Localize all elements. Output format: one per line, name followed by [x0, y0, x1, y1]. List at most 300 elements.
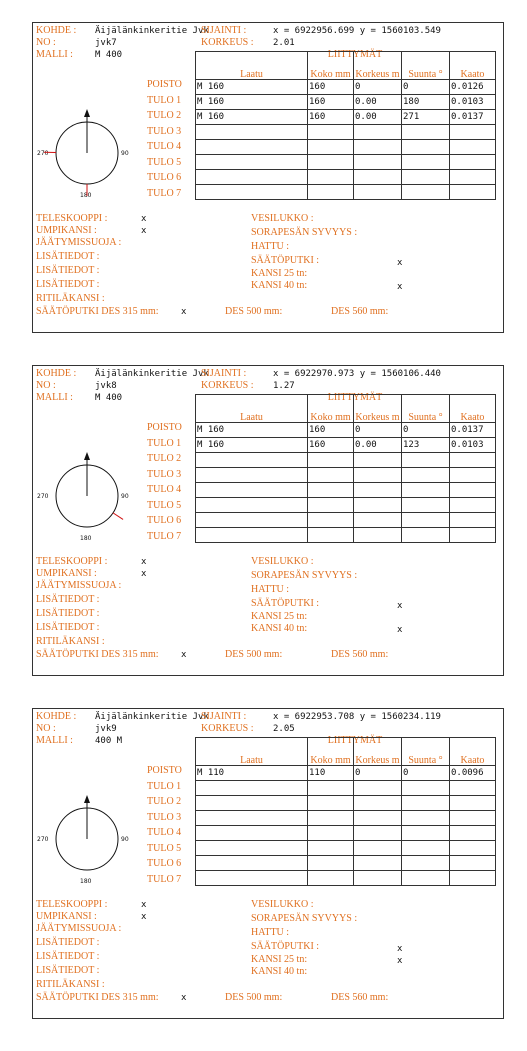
table-cell	[354, 796, 402, 811]
col-laatu: Laatu	[196, 738, 308, 766]
col-korkeus: Korkeus m	[354, 52, 402, 80]
table-cell	[450, 483, 496, 498]
inlet-direction-line	[113, 513, 123, 520]
hattu-label: HATTU :	[251, 584, 290, 595]
row-label: TULO 7	[147, 187, 182, 199]
table-cell: 0.0137	[450, 110, 496, 125]
table-cell	[402, 155, 450, 170]
table-cell	[354, 125, 402, 140]
table-row	[196, 498, 496, 513]
row-label: TULO 6	[147, 172, 182, 183]
saatoputki-label: SÄÄTÖPUTKI :	[251, 255, 320, 266]
table-row	[196, 841, 496, 856]
des560-label: DES 560 mm:	[331, 992, 389, 1003]
connections-table	[195, 394, 496, 543]
row-label: POISTO	[147, 79, 182, 90]
table-cell	[354, 856, 402, 871]
lisatiedot-label-3: LISÄTIEDOT :	[36, 965, 100, 976]
compass-diagram	[35, 444, 145, 554]
teleskooppi-label: TELESKOOPPI :	[36, 556, 108, 567]
table-cell	[450, 871, 496, 886]
hattu-label: HATTU :	[251, 241, 290, 252]
table-row	[196, 856, 496, 871]
saatoputki-des315-label: SÄÄTÖPUTKI DES 315 mm:	[36, 306, 159, 317]
table-cell	[402, 498, 450, 513]
table-cell: 0.0126	[450, 80, 496, 95]
sijainti-value: x = 6922970.973 y = 1560106.440	[273, 369, 441, 379]
kohde-value: Äijälänkinkeritie Jvk	[95, 369, 209, 379]
compass-label-180: 180	[80, 878, 92, 885]
compass-label-180: 180	[80, 192, 92, 199]
table-cell	[196, 826, 308, 841]
table-cell: 160	[308, 80, 354, 95]
lisatiedot-label-3: LISÄTIEDOT :	[36, 622, 100, 633]
table-row	[196, 796, 496, 811]
table-cell	[354, 155, 402, 170]
col-suunta: Suunta °	[402, 395, 450, 423]
umpikansi-value: x	[141, 912, 147, 922]
teleskooppi-label: TELESKOOPPI :	[36, 899, 108, 910]
row-label: TULO 5	[147, 842, 182, 854]
kansi25-value: x	[397, 956, 403, 966]
kohde-label: KOHDE :	[36, 711, 77, 722]
table-cell	[450, 498, 496, 513]
col-kaato: Kaato	[450, 52, 496, 80]
liittymat-header: LIITTYMÄT	[327, 735, 383, 746]
well-card	[32, 365, 504, 676]
table-cell	[196, 528, 308, 543]
col-kaato: Kaato	[450, 738, 496, 766]
table-cell	[450, 170, 496, 185]
table-cell: 160	[308, 438, 354, 453]
table-cell	[354, 826, 402, 841]
ritilakansi-label: RITILÄKANSI :	[36, 636, 105, 647]
table-cell	[402, 796, 450, 811]
table-row	[196, 170, 496, 185]
table-cell	[196, 468, 308, 483]
table-row	[196, 185, 496, 200]
lisatiedot-label-2: LISÄTIEDOT :	[36, 608, 100, 619]
table-cell: M 160	[196, 80, 308, 95]
table-cell	[450, 125, 496, 140]
table-cell: M 160	[196, 423, 308, 438]
kansi40-label: KANSI 40 tn:	[251, 623, 308, 634]
lisatiedot-label-1: LISÄTIEDOT :	[36, 251, 100, 262]
kansi25-label: KANSI 25 tn:	[251, 954, 308, 965]
korkeus-value: 2.01	[273, 38, 295, 48]
table-cell: 0	[402, 423, 450, 438]
kohde-value: Äijälänkinkeritie Jvk	[95, 712, 209, 722]
table-cell: 0	[402, 766, 450, 781]
table-cell	[450, 796, 496, 811]
teleskooppi-value: x	[141, 214, 147, 224]
table-row	[196, 125, 496, 140]
table-cell	[354, 498, 402, 513]
saatoputki-label: SÄÄTÖPUTKI :	[251, 598, 320, 609]
table-cell	[402, 125, 450, 140]
table-cell	[450, 468, 496, 483]
table-cell	[196, 811, 308, 826]
table-cell	[308, 155, 354, 170]
no-label: NO :	[36, 380, 56, 391]
table-cell: 0	[354, 423, 402, 438]
table-cell	[450, 528, 496, 543]
table-cell	[308, 856, 354, 871]
row-label: TULO 3	[147, 125, 182, 137]
vesilukko-label: VESILUKKO :	[251, 213, 314, 224]
table-cell: 0.00	[354, 110, 402, 125]
table-cell	[402, 468, 450, 483]
korkeus-label: KORKEUS :	[201, 37, 254, 48]
kansi40-value: x	[397, 282, 403, 292]
table-cell	[354, 781, 402, 796]
compass-label-270: 270	[37, 493, 49, 500]
table-cell	[354, 483, 402, 498]
table-cell: 160	[308, 423, 354, 438]
saatoputki-label: SÄÄTÖPUTKI :	[251, 941, 320, 952]
table-cell: M 160	[196, 95, 308, 110]
row-label: TULO 5	[147, 156, 182, 168]
hattu-label: HATTU :	[251, 927, 290, 938]
table-cell	[308, 453, 354, 468]
table-cell	[402, 483, 450, 498]
table-cell: 0.00	[354, 438, 402, 453]
row-label: TULO 1	[147, 94, 182, 106]
lisatiedot-label-1: LISÄTIEDOT :	[36, 594, 100, 605]
des500-label: DES 500 mm:	[225, 649, 283, 660]
row-label: TULO 2	[147, 110, 182, 121]
jaatymissuoja-label: JÄÄTYMISSUOJA :	[36, 237, 122, 248]
col-kaato: Kaato	[450, 395, 496, 423]
umpikansi-label: UMPIKANSI :	[36, 911, 97, 922]
teleskooppi-value: x	[141, 557, 147, 567]
no-value: jvk8	[95, 381, 117, 391]
table-row	[196, 155, 496, 170]
kohde-label: KOHDE :	[36, 368, 77, 379]
table-row	[196, 110, 496, 125]
table-row	[196, 528, 496, 543]
table-cell: 0.0103	[450, 95, 496, 110]
table-cell	[308, 468, 354, 483]
table-cell	[196, 483, 308, 498]
kansi40-label: KANSI 40 tn:	[251, 280, 308, 291]
malli-value: M 400	[95, 50, 123, 60]
compass-diagram	[35, 787, 145, 897]
table-cell	[308, 841, 354, 856]
table-cell	[308, 796, 354, 811]
table-cell	[402, 811, 450, 826]
row-label: TULO 6	[147, 858, 182, 869]
row-label: TULO 3	[147, 468, 182, 480]
well-card	[32, 22, 504, 333]
table-cell	[402, 856, 450, 871]
des315-value: x	[181, 307, 187, 317]
jaatymissuoja-label: JÄÄTYMISSUOJA :	[36, 923, 122, 934]
row-label: TULO 4	[147, 484, 182, 495]
kansi40-label: KANSI 40 tn:	[251, 966, 308, 977]
des560-label: DES 560 mm:	[331, 649, 389, 660]
north-arrow-icon	[84, 109, 90, 117]
table-cell	[196, 140, 308, 155]
col-suunta: Suunta °	[402, 52, 450, 80]
table-cell	[402, 841, 450, 856]
sorapesan-label: SORAPESÄN SYVYYS :	[251, 570, 358, 581]
umpikansi-value: x	[141, 569, 147, 579]
table-row	[196, 80, 496, 95]
row-label: TULO 1	[147, 437, 182, 449]
liittymat-header: LIITTYMÄT	[327, 392, 383, 403]
umpikansi-label: UMPIKANSI :	[36, 568, 97, 579]
teleskooppi-value: x	[141, 900, 147, 910]
table-cell	[402, 871, 450, 886]
table-cell: 271	[402, 110, 450, 125]
table-row	[196, 871, 496, 886]
row-label: POISTO	[147, 422, 182, 433]
table-row	[196, 513, 496, 528]
table-cell: M 160	[196, 110, 308, 125]
col-laatu: Laatu	[196, 52, 308, 80]
table-cell	[196, 871, 308, 886]
umpikansi-value: x	[141, 226, 147, 236]
table-cell	[402, 528, 450, 543]
table-cell	[308, 871, 354, 886]
lisatiedot-label-3: LISÄTIEDOT :	[36, 279, 100, 290]
table-cell: M 110	[196, 766, 308, 781]
table-cell	[450, 856, 496, 871]
table-cell: 110	[308, 766, 354, 781]
table-cell	[196, 796, 308, 811]
well-card	[32, 708, 504, 1019]
table-cell	[450, 781, 496, 796]
north-arrow-icon	[84, 795, 90, 803]
table-cell	[402, 781, 450, 796]
table-cell	[402, 513, 450, 528]
table-row	[196, 95, 496, 110]
col-suunta: Suunta °	[402, 738, 450, 766]
row-label: TULO 4	[147, 827, 182, 838]
table-cell	[196, 185, 308, 200]
table-row	[196, 811, 496, 826]
table-cell	[196, 498, 308, 513]
connections-table	[195, 737, 496, 886]
table-cell	[402, 453, 450, 468]
ritilakansi-label: RITILÄKANSI :	[36, 293, 105, 304]
table-cell	[308, 528, 354, 543]
table-cell	[354, 811, 402, 826]
table-row	[196, 483, 496, 498]
table-row	[196, 453, 496, 468]
table-cell: 123	[402, 438, 450, 453]
table-row	[196, 781, 496, 796]
table-row	[196, 766, 496, 781]
table-cell	[308, 781, 354, 796]
des315-value: x	[181, 993, 187, 1003]
umpikansi-label: UMPIKANSI :	[36, 225, 97, 236]
compass-label-180: 180	[80, 535, 92, 542]
col-korkeus: Korkeus m	[354, 738, 402, 766]
liittymat-header: LIITTYMÄT	[327, 49, 383, 60]
malli-value: 400 M	[95, 736, 123, 746]
no-label: NO :	[36, 723, 56, 734]
table-cell	[308, 125, 354, 140]
table-cell: 160	[308, 95, 354, 110]
table-cell	[308, 170, 354, 185]
table-row	[196, 468, 496, 483]
des500-label: DES 500 mm:	[225, 992, 283, 1003]
malli-label: MALLI :	[36, 49, 73, 60]
table-cell: 0.0103	[450, 438, 496, 453]
row-label: TULO 7	[147, 873, 182, 885]
north-arrow-icon	[84, 452, 90, 460]
table-cell	[308, 498, 354, 513]
table-cell: 0	[354, 766, 402, 781]
kansi40-value: x	[397, 625, 403, 635]
no-value: jvk9	[95, 724, 117, 734]
row-label: TULO 2	[147, 453, 182, 464]
table-cell	[354, 528, 402, 543]
compass-label-270: 270	[37, 150, 49, 157]
saatoputki-value: x	[397, 601, 403, 611]
row-label: TULO 6	[147, 515, 182, 526]
connections-table	[195, 51, 496, 200]
row-label: POISTO	[147, 765, 182, 776]
row-label: TULO 4	[147, 141, 182, 152]
table-cell	[196, 513, 308, 528]
kohde-value: Äijälänkinkeritie Jvk	[95, 26, 209, 36]
sijainti-value: x = 6922953.708 y = 1560234.119	[273, 712, 441, 722]
compass-label-270: 270	[37, 836, 49, 843]
table-cell	[196, 155, 308, 170]
row-label: TULO 7	[147, 530, 182, 542]
col-laatu: Laatu	[196, 395, 308, 423]
lisatiedot-label-2: LISÄTIEDOT :	[36, 265, 100, 276]
table-cell: 0.00	[354, 95, 402, 110]
table-cell	[308, 483, 354, 498]
korkeus-value: 2.05	[273, 724, 295, 734]
table-cell	[450, 155, 496, 170]
table-cell	[450, 185, 496, 200]
saatoputki-value: x	[397, 944, 403, 954]
korkeus-label: KORKEUS :	[201, 723, 254, 734]
korkeus-value: 1.27	[273, 381, 295, 391]
table-cell	[402, 170, 450, 185]
table-cell	[308, 513, 354, 528]
des315-value: x	[181, 650, 187, 660]
sijainti-label: SIJAINTI :	[201, 368, 247, 379]
table-cell	[402, 140, 450, 155]
table-cell	[402, 826, 450, 841]
table-cell	[450, 453, 496, 468]
table-cell: 160	[308, 110, 354, 125]
kansi25-label: KANSI 25 tn:	[251, 611, 308, 622]
table-cell: 0	[402, 80, 450, 95]
compass-label-90: 90	[121, 493, 129, 500]
saatoputki-des315-label: SÄÄTÖPUTKI DES 315 mm:	[36, 649, 159, 660]
malli-label: MALLI :	[36, 392, 73, 403]
table-cell: 180	[402, 95, 450, 110]
malli-value: M 400	[95, 393, 123, 403]
kohde-label: KOHDE :	[36, 25, 77, 36]
table-cell	[196, 856, 308, 871]
table-row	[196, 140, 496, 155]
sijainti-label: SIJAINTI :	[201, 25, 247, 36]
des560-label: DES 560 mm:	[331, 306, 389, 317]
sijainti-label: SIJAINTI :	[201, 711, 247, 722]
malli-label: MALLI :	[36, 735, 73, 746]
compass-diagram	[35, 101, 145, 211]
table-cell: 0.0096	[450, 766, 496, 781]
jaatymissuoja-label: JÄÄTYMISSUOJA :	[36, 580, 122, 591]
table-cell	[450, 826, 496, 841]
table-cell	[196, 781, 308, 796]
no-label: NO :	[36, 37, 56, 48]
lisatiedot-label-2: LISÄTIEDOT :	[36, 951, 100, 962]
table-cell	[308, 185, 354, 200]
table-cell	[354, 140, 402, 155]
table-cell	[354, 871, 402, 886]
saatoputki-value: x	[397, 258, 403, 268]
table-cell	[354, 468, 402, 483]
col-koko: Koko mm	[308, 52, 354, 80]
table-cell	[450, 811, 496, 826]
teleskooppi-label: TELESKOOPPI :	[36, 213, 108, 224]
table-row	[196, 438, 496, 453]
table-cell	[354, 170, 402, 185]
table-cell	[196, 841, 308, 856]
table-cell	[450, 841, 496, 856]
row-label: TULO 2	[147, 796, 182, 807]
table-cell: 0.0137	[450, 423, 496, 438]
table-cell	[354, 453, 402, 468]
table-cell: M 160	[196, 438, 308, 453]
table-cell: 0	[354, 80, 402, 95]
kansi25-label: KANSI 25 tn:	[251, 268, 308, 279]
table-cell	[196, 125, 308, 140]
table-cell	[450, 140, 496, 155]
table-cell	[308, 811, 354, 826]
table-cell	[196, 170, 308, 185]
row-label: TULO 1	[147, 780, 182, 792]
compass-label-90: 90	[121, 150, 129, 157]
row-label: TULO 3	[147, 811, 182, 823]
table-row	[196, 826, 496, 841]
compass-label-90: 90	[121, 836, 129, 843]
sorapesan-label: SORAPESÄN SYVYYS :	[251, 913, 358, 924]
col-korkeus: Korkeus m	[354, 395, 402, 423]
sijainti-value: x = 6922956.699 y = 1560103.549	[273, 26, 441, 36]
des500-label: DES 500 mm:	[225, 306, 283, 317]
row-label: TULO 5	[147, 499, 182, 511]
lisatiedot-label-1: LISÄTIEDOT :	[36, 937, 100, 948]
table-cell	[308, 140, 354, 155]
table-row	[196, 423, 496, 438]
ritilakansi-label: RITILÄKANSI :	[36, 979, 105, 990]
table-cell	[402, 185, 450, 200]
no-value: jvk7	[95, 38, 117, 48]
table-cell	[308, 826, 354, 841]
table-cell	[354, 841, 402, 856]
saatoputki-des315-label: SÄÄTÖPUTKI DES 315 mm:	[36, 992, 159, 1003]
sorapesan-label: SORAPESÄN SYVYYS :	[251, 227, 358, 238]
table-cell	[354, 185, 402, 200]
col-koko: Koko mm	[308, 738, 354, 766]
table-cell	[196, 453, 308, 468]
col-koko: Koko mm	[308, 395, 354, 423]
table-cell	[354, 513, 402, 528]
table-cell	[450, 513, 496, 528]
vesilukko-label: VESILUKKO :	[251, 556, 314, 567]
vesilukko-label: VESILUKKO :	[251, 899, 314, 910]
